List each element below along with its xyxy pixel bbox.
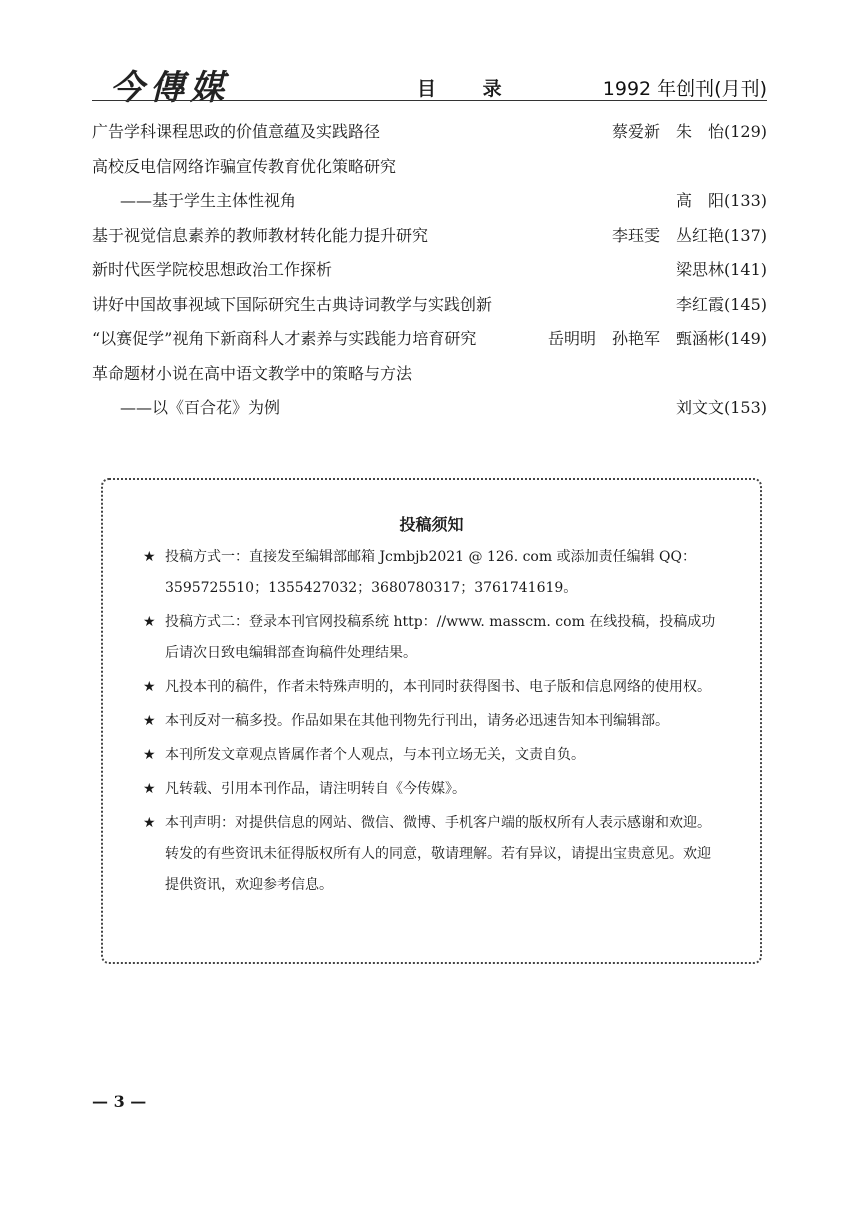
toc-title: “以赛促学”视角下新商科人才素养与实践能力培育研究 [92, 329, 477, 348]
star-icon: ★ [143, 747, 156, 763]
notice-item [143, 808, 723, 901]
toc-entry [92, 324, 767, 359]
toc-entry [92, 221, 767, 256]
notice-item [143, 774, 723, 805]
notice-item [143, 672, 723, 703]
notice-item [143, 542, 723, 604]
notice-item-text: 投稿方式一：直接发至编辑部邮箱 Jcmbjb2021 @ 126. com 或添加责任编辑 QQ：3595725510；1355427032；3680780317；3761741619。 [165, 549, 696, 596]
notice-item [143, 607, 723, 669]
notice-item-text: 本刊所发文章观点皆属作者个人观点，与本刊立场无关，文责自负。 [165, 747, 585, 763]
toc-title: 基于视觉信息素养的教师教材转化能力提升研究 [92, 225, 429, 245]
header-rule [92, 100, 767, 101]
toc-title: 革命题材小说在高中语文教学中的策略与方法 [92, 363, 413, 383]
toc-entry [92, 290, 767, 325]
toc-authors-page: 李红霞(145) [675, 294, 767, 314]
notice-title: 投稿须知 [399, 515, 464, 534]
star-icon: ★ [143, 781, 156, 797]
toc-authors-page: 李珏雯 丛红艳(137) [611, 225, 767, 245]
journal-logo: 今傳媒 [110, 68, 230, 108]
toc-authors-page: 高 阳(133) [675, 191, 767, 210]
notice-list [143, 542, 723, 904]
notice-item-text: 凡投本刊的稿件，作者未特殊声明的，本刊同时获得图书、电子版和信息网络的使用权。 [165, 679, 711, 695]
toc-authors-page: 岳明明 孙艳军 甄涵彬(149) [547, 329, 767, 348]
section-title: 目 录 [417, 78, 522, 100]
toc-entry [92, 186, 767, 221]
notice-item-text: 本刊声明：对提供信息的网站、微信、微博、手机客户端的版权所有人表示感谢和欢迎。转发的有些资讯未征得版权所有人的同意，敬请理解。若有异议，请提出宝贵意见。欢迎提供资讯，欢迎参考信息。 [165, 815, 711, 893]
toc-entry [92, 359, 767, 394]
toc-authors-page: 刘文文(153) [675, 398, 767, 417]
page-number: — 3 — [92, 1092, 147, 1111]
notice-item [143, 740, 723, 771]
star-icon: ★ [143, 815, 156, 831]
notice-item [143, 706, 723, 737]
notice-item-text: 凡转载、引用本刊作品，请注明转自《今传媒》。 [165, 781, 466, 797]
toc-authors-page: 蔡爱新 朱 怡(129) [611, 122, 767, 141]
table-of-contents [92, 117, 767, 428]
page-header [92, 60, 767, 108]
notice-item-text: 本刊反对一稿多投。作品如果在其他刊物先行刊出，请务必迅速告知本刊编辑部。 [165, 713, 669, 729]
toc-entry [92, 393, 767, 428]
toc-subtitle: ——基于学生主体性视角 [120, 191, 297, 210]
star-icon: ★ [143, 614, 156, 630]
toc-subtitle: ——以《百合花》为例 [120, 398, 281, 417]
toc-title: 新时代医学院校思想政治工作探析 [92, 260, 333, 279]
toc-entry [92, 117, 767, 152]
notice-item-text: 投稿方式二：登录本刊官网投稿系统 http：//www. masscm. com 在线投稿，投稿成功后请次日致电编辑部查询稿件处理结果。 [165, 614, 716, 661]
toc-title: 广告学科课程思政的价值意蕴及实践路径 [92, 122, 381, 141]
founded-note: 1992 年创刊(月刊) [602, 78, 767, 100]
toc-entry [92, 152, 767, 187]
star-icon: ★ [143, 549, 156, 565]
toc-title: 讲好中国故事视域下国际研究生古典诗词教学与实践创新 [92, 294, 493, 314]
toc-title: 高校反电信网络诈骗宣传教育优化策略研究 [92, 156, 397, 176]
toc-entry [92, 255, 767, 290]
toc-authors-page: 梁思林(141) [675, 260, 767, 279]
star-icon: ★ [143, 679, 156, 695]
star-icon: ★ [143, 713, 156, 729]
submission-notice-box [101, 478, 762, 964]
